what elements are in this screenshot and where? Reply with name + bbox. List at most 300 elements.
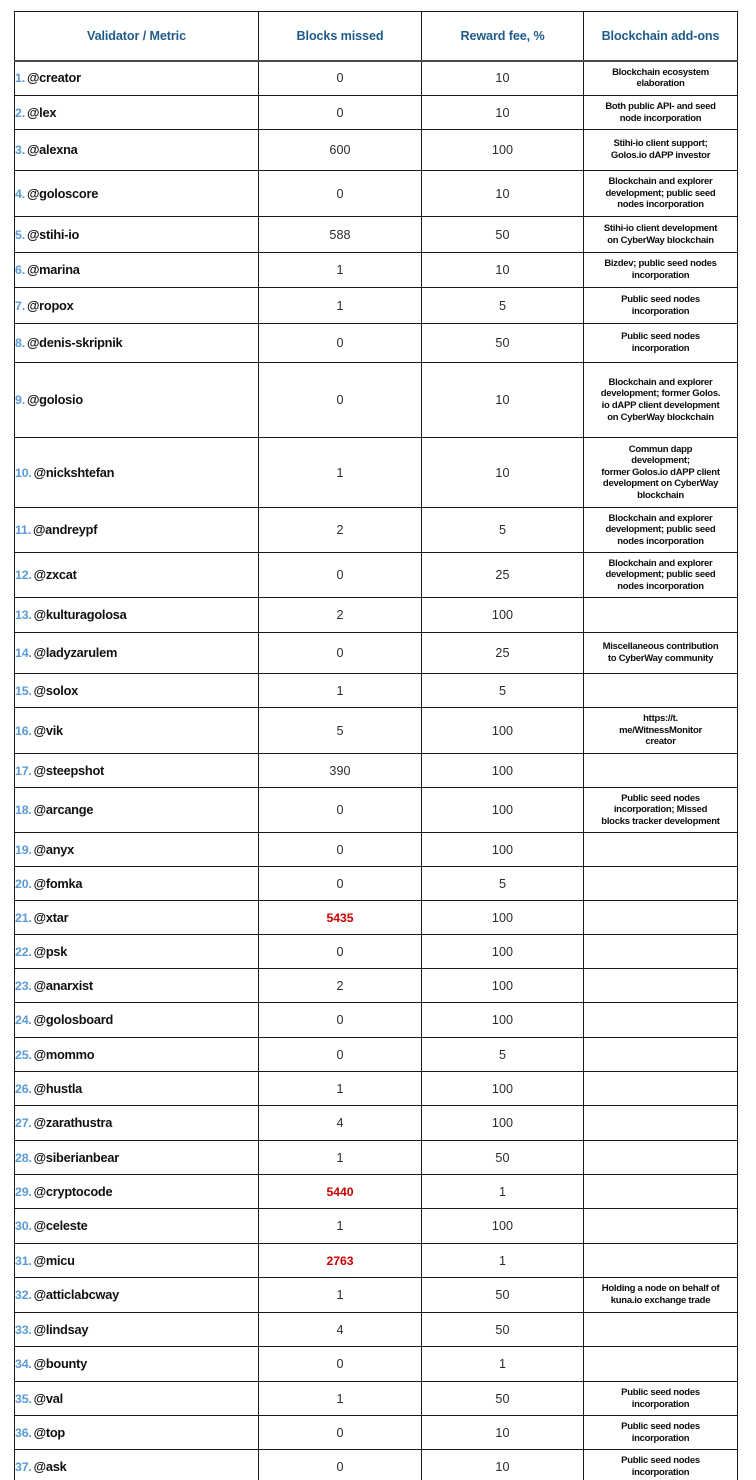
row-number: 9. [15, 393, 25, 407]
reward-fee-cell[interactable] [422, 1450, 584, 1480]
table-row[interactable] [15, 708, 738, 754]
reward-fee-cell[interactable] [422, 1244, 584, 1278]
validator-cell[interactable] [15, 324, 259, 363]
reward-fee-cell[interactable] [422, 1175, 584, 1209]
reward-fee-cell[interactable] [422, 171, 584, 217]
blocks-missed-value: 2 [336, 608, 344, 622]
validator-cell[interactable] [15, 1278, 259, 1313]
validator-cell[interactable] [15, 438, 259, 508]
blockchain-addons-cell[interactable] [584, 1003, 738, 1038]
blockchain-addons-cell[interactable] [584, 553, 738, 598]
validator-name: @arcange [33, 802, 94, 817]
reward-fee-cell[interactable] [422, 1038, 584, 1072]
reward-fee-value: 50 [495, 1322, 510, 1337]
row-number: 30. [15, 1219, 32, 1233]
blockchain-addons-cell[interactable] [584, 130, 738, 171]
reward-fee-cell[interactable] [422, 1382, 584, 1416]
blocks-missed-cell[interactable] [259, 324, 422, 363]
validator-name: @fomka [33, 875, 83, 891]
blockchain-addons-cell[interactable] [584, 598, 738, 633]
table-row[interactable] [15, 1347, 738, 1382]
blocks-missed-cell[interactable] [259, 363, 422, 438]
validator-cell[interactable] [15, 969, 259, 1003]
blockchain-addons-cell[interactable] [584, 1416, 738, 1450]
blocks-missed-value: 4 [336, 1322, 344, 1337]
blocks-missed-cell[interactable] [259, 1209, 422, 1244]
addon-line: Commun dapp [628, 443, 693, 455]
reward-fee-value: 1 [498, 1184, 507, 1199]
blockchain-addons-cell[interactable] [584, 438, 738, 508]
blockchain-addons-cell[interactable] [584, 1072, 738, 1106]
blocks-missed-value: 0 [336, 336, 344, 350]
row-number: 14. [15, 646, 32, 660]
blocks-missed-value: 0 [336, 646, 344, 660]
validator-metrics-table [14, 11, 738, 1480]
validator-cell[interactable] [15, 1416, 259, 1450]
blocks-missed-value: 0 [336, 105, 344, 120]
table-row[interactable] [15, 508, 738, 553]
validator-name: @golosboard [33, 1012, 114, 1027]
blocks-missed-cell[interactable] [259, 901, 422, 935]
table-row[interactable] [15, 130, 738, 171]
validator-name: @cryptocode [33, 1183, 113, 1199]
table-row[interactable] [15, 438, 738, 508]
reward-fee-cell[interactable] [422, 1141, 584, 1175]
table-row[interactable] [15, 61, 738, 96]
validator-name: @zarathustra [33, 1115, 113, 1130]
addon-line: nodes incorporation [617, 535, 704, 547]
column-header-reward-fee[interactable]: Reward fee, % [422, 12, 584, 61]
row-number: 36. [15, 1425, 32, 1440]
blocks-missed-cell[interactable] [259, 1072, 422, 1106]
validator-cell[interactable] [15, 253, 259, 288]
blocks-missed-cell[interactable] [259, 708, 422, 754]
table-row[interactable] [15, 674, 738, 708]
validator-name: @alexna [26, 142, 78, 157]
reward-fee-cell[interactable] [422, 253, 584, 288]
blockchain-addons-cell[interactable] [584, 788, 738, 833]
column-header-blocks-missed[interactable]: Blocks missed [259, 12, 422, 61]
validator-name: @bounty [33, 1356, 87, 1371]
blocks-missed-value: 0 [336, 842, 344, 857]
blocks-missed-alert-value: 5440 [326, 1184, 354, 1199]
blocks-missed-value: 390 [329, 763, 351, 778]
blocks-missed-value: 0 [336, 568, 344, 582]
reward-fee-cell[interactable] [422, 754, 584, 788]
table-row[interactable] [15, 96, 738, 130]
blockchain-addons-cell[interactable] [584, 61, 738, 96]
reward-fee-cell[interactable] [422, 1347, 584, 1382]
validator-cell[interactable] [15, 1175, 259, 1209]
addon-line: blocks tracker development [601, 815, 720, 827]
addon-line: node incorporation [619, 112, 702, 124]
row-number: 8. [15, 336, 25, 350]
row-number: 23. [15, 978, 32, 993]
reward-fee-value: 100 [491, 1116, 514, 1130]
reward-fee-cell[interactable] [422, 130, 584, 171]
addon-line: Public seed nodes [621, 293, 700, 305]
reward-fee-cell[interactable] [422, 901, 584, 935]
blocks-missed-cell[interactable] [259, 1141, 422, 1175]
validator-cell[interactable] [15, 598, 259, 633]
addon-line: Stihi-io client support; [613, 138, 708, 150]
validator-cell[interactable] [15, 708, 259, 754]
row-number: 33. [15, 1322, 32, 1337]
table-row[interactable] [15, 1003, 738, 1038]
table-row[interactable] [15, 1072, 738, 1106]
reward-fee-cell[interactable] [422, 96, 584, 130]
validator-cell[interactable] [15, 553, 259, 598]
reward-fee-cell[interactable] [422, 788, 584, 833]
reward-fee-cell[interactable] [422, 438, 584, 508]
blockchain-addons-cell[interactable] [584, 1038, 738, 1072]
row-number: 17. [15, 763, 32, 778]
blockchain-addons-cell[interactable] [584, 674, 738, 708]
validator-cell[interactable] [15, 1347, 259, 1382]
table-row[interactable] [15, 1209, 738, 1244]
blockchain-addons-cell[interactable] [584, 217, 738, 253]
addon-line: on CyberWay blockchain [607, 411, 714, 423]
blockchain-addons-cell[interactable] [584, 901, 738, 935]
blockchain-addons-cell[interactable] [584, 1347, 738, 1382]
reward-fee-value: 10 [495, 1459, 510, 1474]
table-row[interactable] [15, 1416, 738, 1450]
blocks-missed-cell[interactable] [259, 217, 422, 253]
validator-cell[interactable] [15, 1106, 259, 1141]
blocks-missed-cell[interactable] [259, 1278, 422, 1313]
blocks-missed-cell[interactable] [259, 833, 422, 867]
addon-line: Stihi-io client development [603, 222, 718, 234]
table-row[interactable] [15, 788, 738, 833]
reward-fee-cell[interactable] [422, 288, 584, 324]
addon-line: Public seed nodes [621, 792, 700, 804]
addon-line: Both public API- and seed [605, 100, 716, 112]
validator-cell[interactable] [15, 674, 259, 708]
row-number: 12. [15, 568, 32, 582]
reward-fee-cell[interactable] [422, 217, 584, 253]
addon-line: development; [631, 455, 690, 467]
table-row[interactable] [15, 833, 738, 867]
blockchain-addons-cell[interactable] [584, 508, 738, 553]
blocks-missed-cell[interactable] [259, 674, 422, 708]
addon-line: creator [645, 736, 676, 748]
blockchain-addons-cell[interactable] [584, 1313, 738, 1347]
addon-line: Miscellaneous contribution [602, 641, 719, 653]
validator-cell[interactable] [15, 833, 259, 867]
row-number: 15. [15, 683, 32, 698]
blocks-missed-value: 1 [336, 1150, 344, 1165]
table-row[interactable] [15, 633, 738, 674]
reward-fee-cell[interactable] [422, 1003, 584, 1038]
row-number: 10. [15, 465, 32, 480]
addon-line: development; public seed [605, 524, 716, 536]
validator-cell[interactable] [15, 130, 259, 171]
validator-cell[interactable] [15, 363, 259, 438]
table-row[interactable] [15, 935, 738, 969]
reward-fee-value: 100 [491, 944, 514, 959]
reward-fee-value: 5 [498, 298, 507, 313]
table-row[interactable] [15, 1278, 738, 1313]
validator-name: @goloscore [26, 185, 99, 201]
row-number: 27. [15, 1116, 32, 1130]
table-row[interactable] [15, 754, 738, 788]
blocks-missed-value: 1 [336, 683, 344, 698]
blocks-missed-value: 0 [336, 1013, 344, 1027]
table-header-row [15, 12, 738, 61]
table-row[interactable] [15, 1175, 738, 1209]
validator-cell[interactable] [15, 867, 259, 901]
reward-fee-value: 100 [491, 1013, 514, 1027]
reward-fee-value: 50 [495, 1288, 510, 1302]
blocks-missed-cell[interactable] [259, 1382, 422, 1416]
blocks-missed-cell[interactable] [259, 969, 422, 1003]
blocks-missed-cell[interactable] [259, 1450, 422, 1480]
blockchain-addons-cell[interactable] [584, 969, 738, 1003]
reward-fee-cell[interactable] [422, 674, 584, 708]
reward-fee-value: 100 [491, 842, 514, 857]
blocks-missed-value: 588 [329, 227, 351, 242]
validator-cell[interactable] [15, 1244, 259, 1278]
reward-fee-cell[interactable] [422, 1209, 584, 1244]
table-row[interactable] [15, 553, 738, 598]
blocks-missed-cell[interactable] [259, 788, 422, 833]
blocks-missed-cell[interactable] [259, 1038, 422, 1072]
validator-name: @psk [33, 943, 68, 959]
blockchain-addons-cell[interactable] [584, 96, 738, 130]
validator-cell[interactable] [15, 754, 259, 788]
blocks-missed-cell[interactable] [259, 553, 422, 598]
validator-cell[interactable] [15, 901, 259, 935]
validator-cell[interactable] [15, 1313, 259, 1347]
table-row[interactable] [15, 217, 738, 253]
blockchain-addons-cell[interactable] [584, 833, 738, 867]
blocks-missed-cell[interactable] [259, 754, 422, 788]
blocks-missed-cell[interactable] [259, 1347, 422, 1382]
blocks-missed-cell[interactable] [259, 61, 422, 96]
row-number: 32. [15, 1288, 32, 1302]
blocks-missed-cell[interactable] [259, 598, 422, 633]
reward-fee-cell[interactable] [422, 61, 584, 96]
reward-fee-cell[interactable] [422, 1278, 584, 1313]
reward-fee-cell[interactable] [422, 708, 584, 754]
table-row[interactable] [15, 1382, 738, 1416]
addon-line: Public seed nodes [621, 1420, 700, 1432]
blocks-missed-cell[interactable] [259, 1244, 422, 1278]
row-number: 19. [15, 842, 32, 857]
table-row[interactable] [15, 288, 738, 324]
validator-cell[interactable] [15, 96, 259, 130]
blocks-missed-value: 0 [336, 186, 344, 201]
blocks-missed-value: 0 [336, 1357, 344, 1371]
addon-line: incorporation [631, 1398, 690, 1410]
validator-cell[interactable] [15, 1450, 259, 1480]
reward-fee-cell[interactable] [422, 1106, 584, 1141]
validator-name: @steepshot [33, 762, 105, 778]
blockchain-addons-cell[interactable] [584, 288, 738, 324]
blocks-missed-cell[interactable] [259, 508, 422, 553]
addon-line: Public seed nodes [621, 1386, 700, 1398]
validator-cell[interactable] [15, 508, 259, 553]
blocks-missed-cell[interactable] [259, 130, 422, 171]
reward-fee-cell[interactable] [422, 1313, 584, 1347]
blocks-missed-cell[interactable] [259, 633, 422, 674]
blocks-missed-value: 0 [336, 876, 344, 891]
blocks-missed-cell[interactable] [259, 1106, 422, 1141]
reward-fee-value: 100 [491, 803, 514, 817]
blockchain-addons-cell[interactable] [584, 253, 738, 288]
validator-name: @marina [26, 262, 80, 277]
validator-cell[interactable] [15, 788, 259, 833]
addon-line: Blockchain and explorer [608, 176, 713, 188]
addon-line: Blockchain and explorer [608, 376, 713, 388]
row-number: 5. [15, 227, 25, 242]
validator-name: @xtar [33, 909, 69, 925]
reward-fee-value: 25 [495, 646, 510, 660]
validator-name: @ropox [26, 297, 74, 313]
validator-cell[interactable] [15, 171, 259, 217]
table-row[interactable] [15, 867, 738, 901]
blocks-missed-value: 1 [336, 1391, 344, 1406]
validator-name: @lex [26, 104, 57, 120]
blocks-missed-cell[interactable] [259, 867, 422, 901]
blocks-missed-cell[interactable] [259, 171, 422, 217]
validator-name: @nickshtefan [33, 464, 115, 480]
validator-cell[interactable] [15, 1209, 259, 1244]
reward-fee-value: 1 [498, 1357, 507, 1371]
reward-fee-cell[interactable] [422, 833, 584, 867]
validator-cell[interactable] [15, 935, 259, 969]
reward-fee-cell[interactable] [422, 363, 584, 438]
blockchain-addons-cell[interactable] [584, 1382, 738, 1416]
validator-cell[interactable] [15, 288, 259, 324]
reward-fee-value: 100 [491, 763, 514, 778]
addon-line: incorporation [631, 1432, 690, 1444]
blockchain-addons-cell[interactable] [584, 1175, 738, 1209]
table-row[interactable] [15, 1038, 738, 1072]
blocks-missed-value: 1 [336, 1219, 344, 1233]
blocks-missed-cell[interactable] [259, 1175, 422, 1209]
table-row[interactable] [15, 598, 738, 633]
blockchain-addons-cell[interactable] [584, 1106, 738, 1141]
addon-line: nodes incorporation [617, 580, 704, 592]
validator-name: @stihi-io [26, 226, 80, 242]
blockchain-addons-cell[interactable] [584, 754, 738, 788]
table-row[interactable] [15, 1106, 738, 1141]
reward-fee-cell[interactable] [422, 508, 584, 553]
table-row[interactable] [15, 363, 738, 438]
reward-fee-value: 100 [491, 723, 514, 738]
validator-cell[interactable] [15, 61, 259, 96]
validator-name: @lindsay [33, 1321, 89, 1337]
validator-cell[interactable] [15, 1003, 259, 1038]
validator-cell[interactable] [15, 1141, 259, 1175]
table-row[interactable] [15, 1450, 738, 1480]
reward-fee-cell[interactable] [422, 633, 584, 674]
blocks-missed-cell[interactable] [259, 1416, 422, 1450]
table-row[interactable] [15, 901, 738, 935]
reward-fee-cell[interactable] [422, 324, 584, 363]
addon-line: Blockchain and explorer [608, 557, 713, 569]
addon-line: Blockchain and explorer [608, 512, 713, 524]
reward-fee-cell[interactable] [422, 1072, 584, 1106]
validator-cell[interactable] [15, 633, 259, 674]
addon-line: https://t. [643, 713, 678, 725]
reward-fee-value: 50 [495, 1391, 510, 1406]
validator-cell[interactable] [15, 1072, 259, 1106]
reward-fee-value: 100 [491, 910, 514, 925]
validator-name: @atticlabcway [33, 1287, 119, 1302]
table-row[interactable] [15, 1141, 738, 1175]
row-number: 13. [15, 608, 32, 622]
table-row[interactable] [15, 324, 738, 363]
blockchain-addons-cell[interactable] [584, 633, 738, 674]
validator-cell[interactable] [15, 1382, 259, 1416]
blockchain-addons-cell[interactable] [584, 935, 738, 969]
table-row[interactable] [15, 171, 738, 217]
column-header-blockchain-addons[interactable]: Blockchain add-ons [584, 12, 738, 61]
table-row[interactable] [15, 969, 738, 1003]
blockchain-addons-cell[interactable] [584, 1141, 738, 1175]
blockchain-addons-cell[interactable] [584, 1209, 738, 1244]
reward-fee-value: 10 [495, 465, 510, 480]
reward-fee-value: 5 [498, 523, 507, 537]
addon-line: former Golos.io dAPP client [601, 466, 720, 478]
row-number: 20. [15, 876, 32, 891]
blockchain-addons-cell[interactable] [584, 1450, 738, 1480]
validator-cell[interactable] [15, 217, 259, 253]
reward-fee-cell[interactable] [422, 867, 584, 901]
addon-line: Holding a node on behalf of [601, 1283, 720, 1295]
reward-fee-cell[interactable] [422, 969, 584, 1003]
reward-fee-cell[interactable] [422, 935, 584, 969]
column-header-validator[interactable]: Validator / Metric [15, 12, 259, 61]
reward-fee-value: 100 [491, 978, 514, 993]
table-row[interactable] [15, 1244, 738, 1278]
reward-fee-cell[interactable] [422, 553, 584, 598]
blockchain-addons-cell[interactable] [584, 171, 738, 217]
reward-fee-cell[interactable] [422, 598, 584, 633]
blocks-missed-cell[interactable] [259, 438, 422, 508]
blocks-missed-cell[interactable] [259, 1003, 422, 1038]
blocks-missed-value: 0 [336, 803, 344, 817]
row-number: 7. [15, 298, 25, 313]
reward-fee-value: 25 [495, 568, 510, 582]
table-row[interactable] [15, 253, 738, 288]
table-row[interactable] [15, 1313, 738, 1347]
blockchain-addons-cell[interactable] [584, 324, 738, 363]
reward-fee-cell[interactable] [422, 1416, 584, 1450]
blocks-missed-cell[interactable] [259, 253, 422, 288]
blockchain-addons-cell[interactable] [584, 708, 738, 754]
blocks-missed-cell[interactable] [259, 935, 422, 969]
blockchain-addons-cell[interactable] [584, 1278, 738, 1313]
row-number: 25. [15, 1047, 32, 1062]
blocks-missed-cell[interactable] [259, 288, 422, 324]
row-number: 28. [15, 1150, 32, 1165]
blockchain-addons-cell[interactable] [584, 363, 738, 438]
row-number: 4. [15, 186, 25, 201]
validator-cell[interactable] [15, 1038, 259, 1072]
blocks-missed-value: 0 [336, 1425, 344, 1440]
blocks-missed-cell[interactable] [259, 1313, 422, 1347]
row-number: 3. [15, 143, 25, 157]
blockchain-addons-cell[interactable] [584, 1244, 738, 1278]
row-number: 21. [15, 910, 32, 925]
blocks-missed-value: 1 [336, 263, 344, 277]
blockchain-addons-cell[interactable] [584, 867, 738, 901]
blocks-missed-cell[interactable] [259, 96, 422, 130]
addon-line: development; former Golos. [600, 388, 721, 400]
